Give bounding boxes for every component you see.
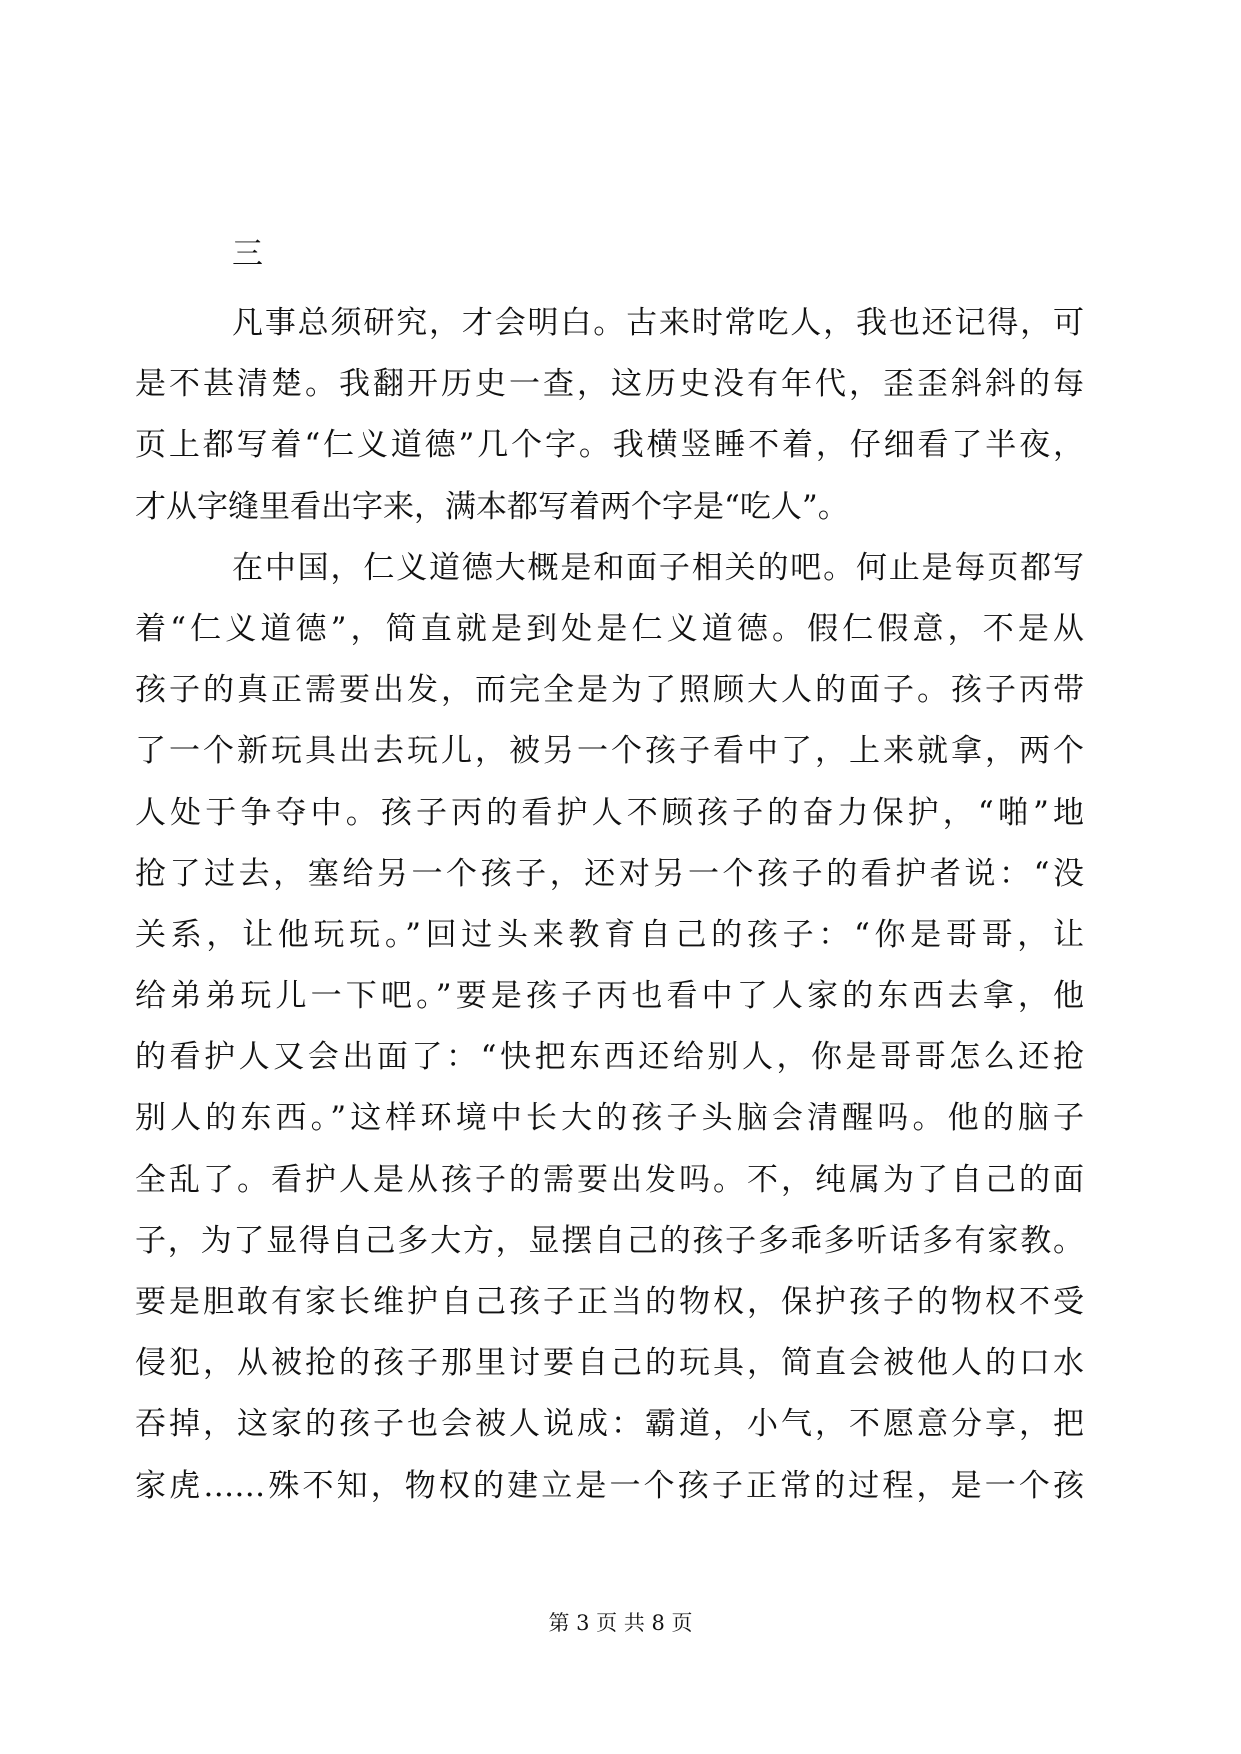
paragraph-2-line-10: 别人的东西。”这样环境中长大的孩子头脑会清醒吗。他的脑子 [135,1100,1084,1137]
paragraph-2-line-13: 要是胆敢有家长维护自己孩子正当的物权，保护孩子的物权不受 [135,1284,1084,1320]
paragraph-1-line-2: 是不甚清楚。我翻开历史一查，这历史没有年代，歪歪斜斜的每 [135,366,1084,403]
paragraph-2-line-9: 的看护人又会出面了：“快把东西还给别人，你是哥哥怎么还抢 [135,1039,1084,1076]
body-text [135,293,1084,1517]
paragraph-2-line-7: 关系，让他玩玩。”回过头来教育自己的孩子：“你是哥哥，让 [135,916,1084,953]
paragraph-2-line-11: 全乱了。看护人是从孩子的需要出发吗。不，纯属为了自己的面 [135,1161,1084,1198]
paragraph-1-line-3: 页上都写着“仁义道德”几个字。我横竖睡不着，仔细看了半夜， [135,427,1084,464]
paragraph-2-line-1: 在中国，仁义道德大概是和面子相关的吧。何止是每页都写 [232,549,1084,586]
paragraph-2-line-16: 家虎……殊不知，物权的建立是一个孩子正常的过程，是一个孩 [135,1467,1084,1504]
paragraph-2-line-2: 着“仁义道德”，简直就是到处是仁义道德。假仁假意，不是从 [135,610,1084,647]
paragraph-2-line-4: 了一个新玩具出去玩儿，被另一个孩子看中了，上来就拿，两个 [135,733,1084,770]
section-number: 三 [232,236,263,272]
paragraph-1-line-4: 才从字缝里看出字来，满本都写着两个字是“吃人”。 [135,488,849,525]
paragraph-2-line-12: 子，为了显得自己多大方，显摆自己的孩子多乖多听话多有家教。 [135,1222,1084,1259]
paragraph-2-line-14: 侵犯，从被抢的孩子那里讨要自己的玩具，简直会被他人的口水 [135,1345,1084,1382]
paragraph-2-line-8: 给弟弟玩儿一下吧。”要是孩子丙也看中了人家的东西去拿，他 [135,978,1084,1015]
paragraph-2-line-5: 人处于争夺中。孩子丙的看护人不顾孩子的奋力保护，“啪”地 [135,794,1084,831]
page-footer: 第 3 页 共 8 页 [548,1611,693,1635]
paragraph-2-line-15: 吞掉，这家的孩子也会被人说成：霸道，小气，不愿意分享，把 [135,1406,1084,1443]
paragraph-2-line-3: 孩子的真正需要出发，而完全是为了照顾大人的面子。孩子丙带 [135,672,1084,709]
paragraph-1-line-1: 凡事总须研究，才会明白。古来时常吃人，我也还记得，可 [232,305,1084,341]
paragraph-2-line-6: 抢了过去，塞给另一个孩子，还对另一个孩子的看护者说：“没 [135,855,1084,892]
